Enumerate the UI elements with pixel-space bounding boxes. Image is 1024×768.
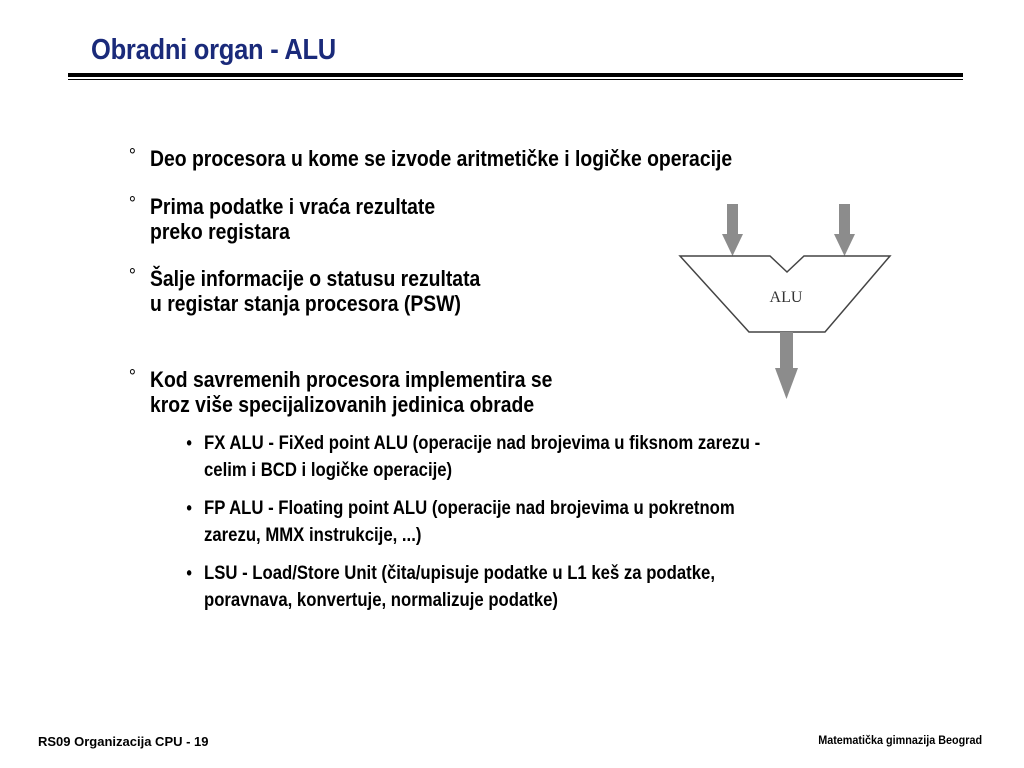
bullet-marker: ° xyxy=(128,366,136,388)
bullet-text: Kod savremenih procesora implementira se xyxy=(150,367,553,392)
sub-bullet-text: FX ALU - FiXed point ALU (operacije nad brojevima u fiksnom zarezu - xyxy=(204,433,761,454)
sub-bullet-marker: • xyxy=(186,433,192,453)
sub-bullet-text: celim i BCD i logičke operacije) xyxy=(204,460,453,481)
sub-bullet-marker: • xyxy=(186,498,192,518)
footer-slide-info: RS09 Organizacija CPU - 19 xyxy=(38,734,209,749)
sub-bullet-text: LSU - Load/Store Unit (čita/upisuje podatke u L1 keš za podatke, xyxy=(204,563,715,584)
title-divider-thin xyxy=(68,79,963,80)
sub-bullet-item xyxy=(186,430,761,484)
sub-bullet-text: zarezu, MMX instrukcije, ...) xyxy=(204,525,422,546)
title-divider xyxy=(68,73,963,77)
input-arrow-right xyxy=(834,204,855,256)
bullet-text: u registar stanja procesora (PSW) xyxy=(150,291,461,316)
sub-bullet-text: poravnava, konvertuje, normalizuje podatke) xyxy=(204,590,559,611)
bullet-item xyxy=(128,366,553,417)
bullet-item xyxy=(128,193,436,244)
bullet-text: Deo procesora u kome se izvode aritmetičke i logičke operacije xyxy=(150,146,733,171)
footer-school: Matematička gimnazija Beograd xyxy=(818,733,982,747)
sub-bullet-item xyxy=(186,560,715,614)
sub-bullet-marker: • xyxy=(186,563,192,583)
page-title: Obradni organ - ALU xyxy=(91,34,336,66)
bullet-text: Prima podatke i vraća rezultate xyxy=(150,194,436,219)
bullet-item xyxy=(128,145,733,171)
sub-bullet-text: FP ALU - Floating point ALU (operacije nad brojevima u pokretnom xyxy=(204,498,735,519)
input-arrow-left xyxy=(722,204,743,256)
alu-label: ALU xyxy=(769,289,803,306)
sub-bullet-item xyxy=(186,495,735,549)
bullet-text: kroz više specijalizovanih jedinica obrade xyxy=(150,392,535,417)
bullet-item xyxy=(128,265,481,316)
bullet-text: preko registara xyxy=(150,219,290,244)
output-arrow xyxy=(775,332,798,399)
alu-diagram xyxy=(676,200,896,410)
bullet-text: Šalje informacije o statusu rezultata xyxy=(150,266,481,291)
bullet-marker: ° xyxy=(128,265,136,287)
bullet-marker: ° xyxy=(128,193,136,215)
bullet-marker: ° xyxy=(128,145,136,167)
